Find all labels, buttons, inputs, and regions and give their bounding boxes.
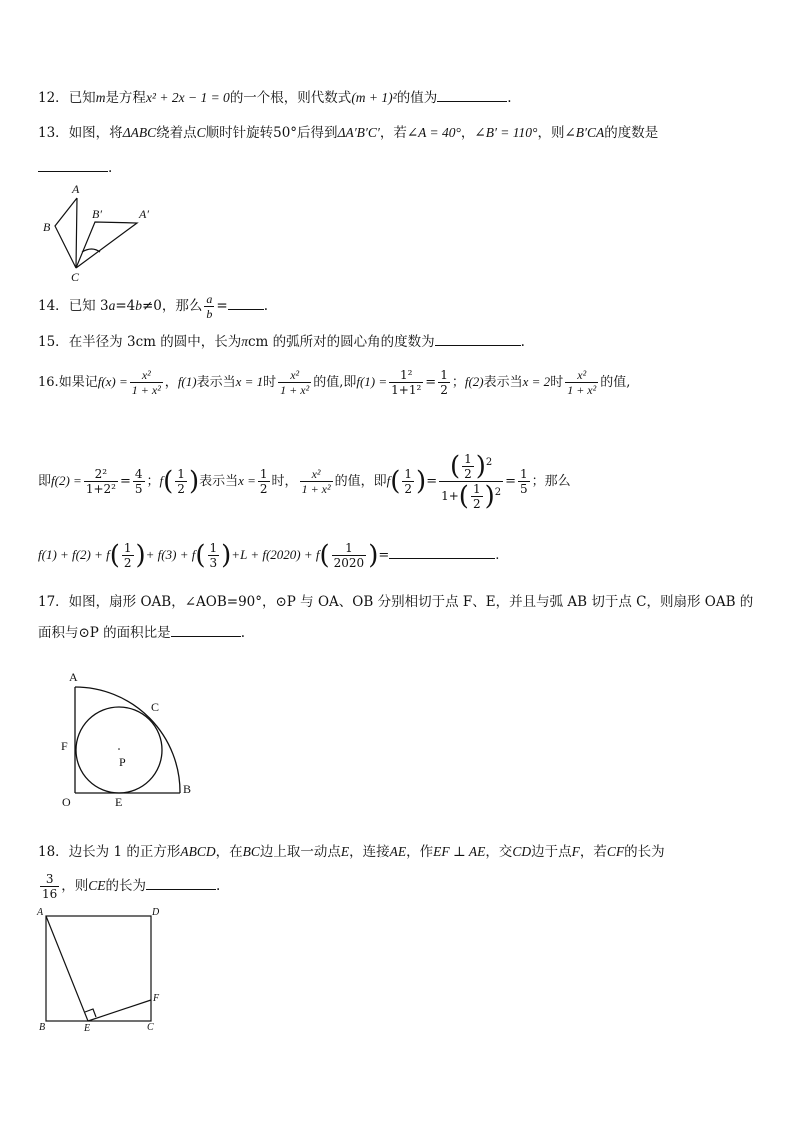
- label-E: E: [84, 1023, 91, 1034]
- label-E: E: [115, 795, 123, 809]
- question-12: 12．已知m是方程x² + 2x − 1 = 0的一个根，则代数式(m + 1)²的值为 .: [38, 87, 512, 108]
- question-17-line-1: 17．如图，扇形 OAB，∠AOB=90°，⊙P 与 OA、OB 分别相切于点 F、E，并且与弧 AB 切于点 C，则扇形 OAB 的: [38, 594, 754, 610]
- segment-ef: [88, 1000, 151, 1021]
- label-P: P: [119, 755, 126, 769]
- fraction-a-over-b: $\frac{a}{b}$: [206, 292, 213, 321]
- question-18-line-1: 18．边长为 1 的正方形ABCD，在BC边上取一动点E，连接AE，作EF ⊥ AE，交CD边于点F，若CF的长为: [38, 844, 665, 860]
- question-16-line-1: 16.如果记f(x) = $\frac{\text{x²}}{\text{1 + x²}}$ ，f(1)表示当x = 1时 $\frac{\text{x²}}{\text{1 + x²}}$ 的值,即f(1) = $\frac{\text{1²}}{\text{1+1²}}$ = $\frac{1}{2}$ ；f(2)表示当x = 2时 $\frac{\text{x²}}{\text{1 + x²}}$ 的值,: [38, 368, 631, 397]
- question-13: 13．如图，将ΔABC绕着点C顺时针旋转50°后得到ΔA′B′C′，若∠A = 40°，∠B′ = 110°，则∠B′CA的度数是: [38, 125, 659, 141]
- label-F: F: [153, 993, 160, 1004]
- label-B: B: [183, 782, 192, 796]
- segment-ae: [46, 916, 88, 1021]
- label-A-prime: A′: [139, 207, 149, 221]
- question-14: 14．已知 3a=4b≠0，那么 $\frac{a}{b}$ = .: [38, 292, 268, 321]
- label-D: D: [152, 907, 160, 918]
- label-B-prime: B′: [92, 207, 102, 221]
- question-13-answer: .: [38, 157, 112, 178]
- label-C: C: [151, 700, 160, 714]
- fraction-3-16: $\frac{3}{16}$: [42, 872, 58, 901]
- label-F: F: [61, 739, 68, 753]
- question-18-line-2: $\frac{3}{16}$ ，则CE的长为 .: [42, 872, 221, 901]
- label-B: B: [43, 220, 51, 234]
- question-17-line-2: 面积与⊙P 的面积比是 .: [38, 622, 245, 643]
- label-A: A: [37, 907, 44, 918]
- label-A: A: [72, 182, 80, 196]
- right-angle-mark: [85, 1009, 96, 1017]
- label-B: B: [39, 1022, 46, 1033]
- question-16-line-2: 即f(2) = $\frac{\text{2²}}{\text{1+2²}}$ = $\frac{4}{5}$ ；f( $\frac{1}{2}$ )表示当x = $\frac{1}{2}$ 时， $\frac{\text{x²}}{\text{1 + x²}}$ 的值，即f( $\frac{1}{2}$ )= ( $\frac{1}{2}$ )$^2$ 1+( $\frac{1}{2}$ )$^2$ = $\frac{1}{5}$ ；那么: [38, 451, 571, 512]
- label-A: A: [69, 670, 78, 684]
- question-15: 15．在半径为 3cm 的圆中，长为πcm 的弧所对的圆心角的度数为 .: [38, 331, 525, 352]
- label-C: C: [71, 270, 80, 284]
- question-16-line-3: f(1) + f(2) + f( $\frac{1}{2}$ )+ f(3) + f( $\frac{1}{3}$ )+L + f(2020) + f( $\frac{1}{2020}$ )= .: [38, 540, 500, 571]
- label-O: O: [62, 795, 71, 809]
- label-C: C: [147, 1022, 154, 1033]
